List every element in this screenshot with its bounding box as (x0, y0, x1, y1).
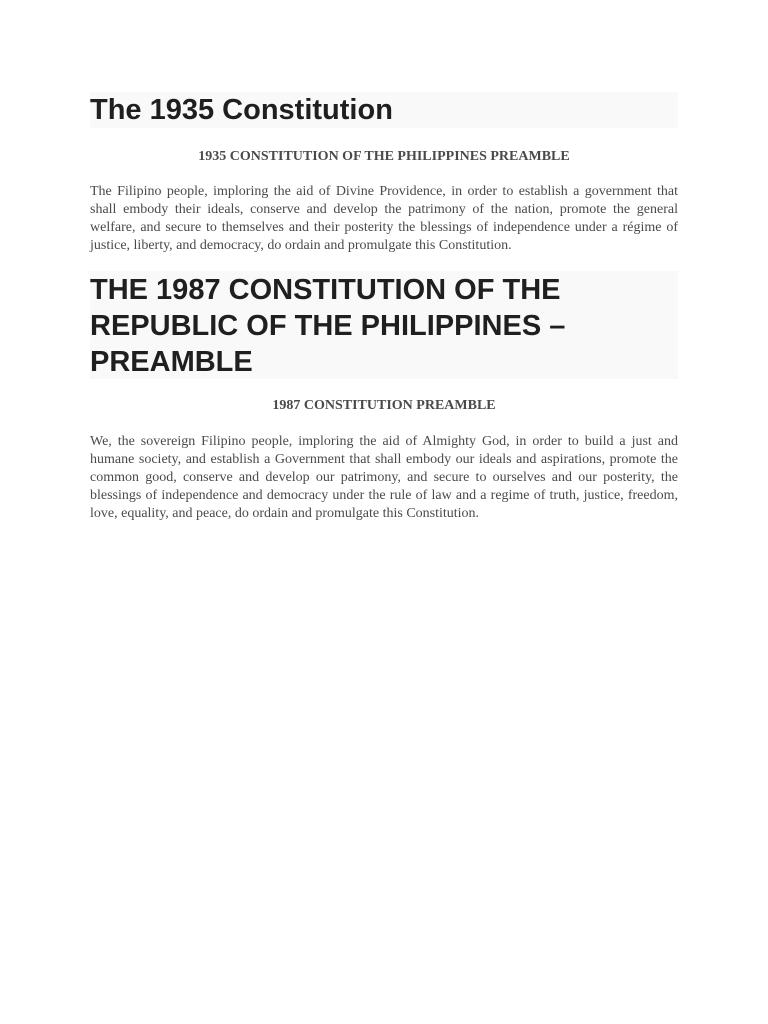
document-page (90, 92, 678, 523)
preamble-1935-text: The Filipino people, imploring the aid of Divine Providence, in order to establish a government that shall embody their ideals, conserve and develop the patrimony of the nation, promote the general welfare, and secure to themselves and their posterity the blessings of independence under a régime of justice, liberty, and democracy, do ordain and promulgate this Constitution. (90, 184, 678, 253)
preamble-1987-text: We, the sovereign Filipino people, imploring the aid of Almighty God, in order to build a just and humane society, and establish a Government that shall embody our ideals and aspirations, promote the common good, conserve and develop our patrimony, and secure to ourselves and our posterity, the blessings of independence and democracy under the rule of law and a regime of truth, justice, freedom, love, equality, and peace, do ordain and promulgate this Constitution. (90, 434, 678, 521)
heading-1935: The 1935 Constitution (90, 94, 393, 126)
subheading-1935: 1935 CONSTITUTION OF THE PHILIPPINES PREAMBLE (198, 149, 570, 164)
heading-band-1935 (90, 92, 678, 128)
heading-1987: THE 1987 CONSTITUTION OF THE REPUBLIC OF THE PHILIPPINES – PREAMBLE (90, 274, 566, 378)
subheading-1987: 1987 CONSTITUTION PREAMBLE (272, 398, 496, 413)
heading-band-1987 (90, 271, 678, 379)
